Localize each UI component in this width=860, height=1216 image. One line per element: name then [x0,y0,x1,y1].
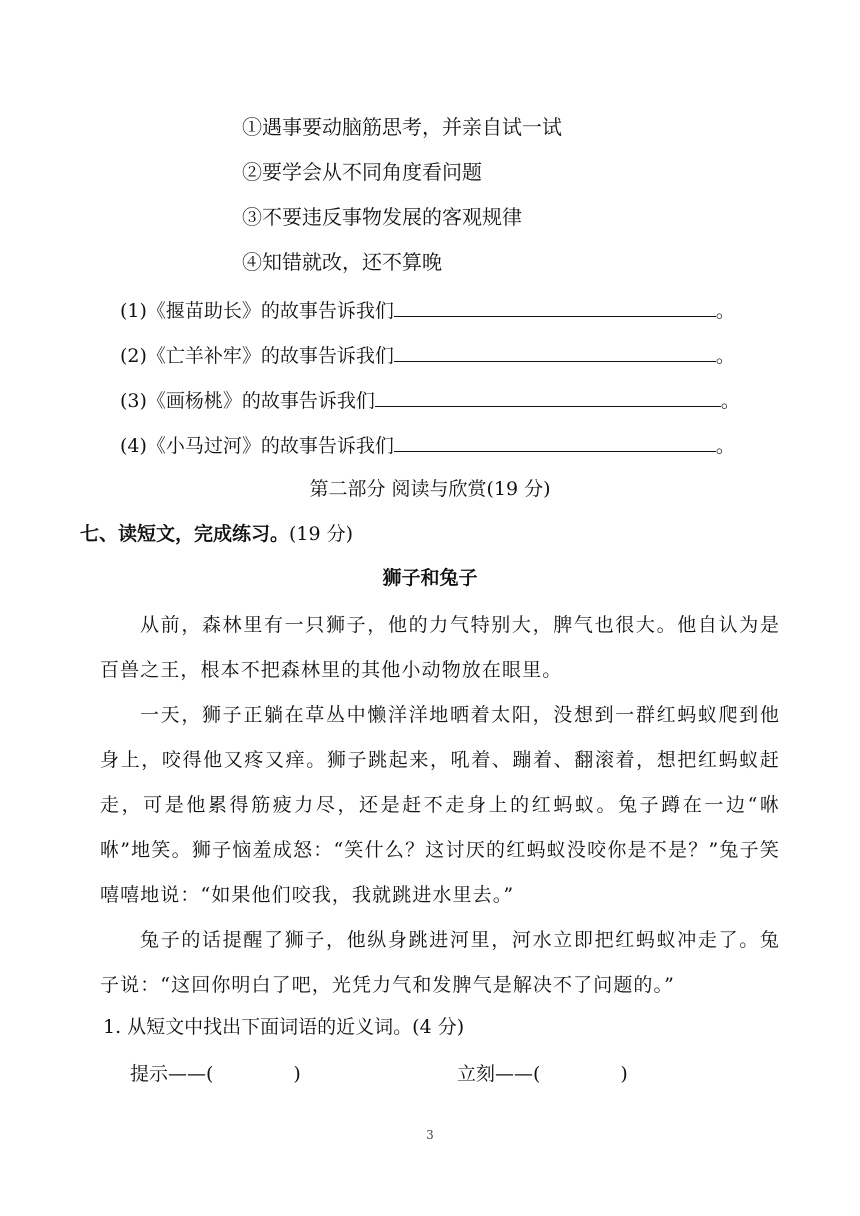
synonym-item-2 [457,1063,628,1086]
exercise-question: 1. 从短文中找出下面词语的近义词。(4 分) [103,1016,465,1038]
synonym-word: 立刻——( [457,1063,541,1085]
question-3 [120,388,740,413]
question-text: (2)《亡羊补牢》的故事告诉我们 [120,345,394,367]
page-number: 3 [426,1128,434,1142]
option-3: ③不要违反事物发展的客观规律 [242,205,522,229]
option-2: ②要学会从不同角度看问题 [242,160,482,184]
synonym-item-1 [130,1063,301,1086]
section-title: 七、读短文，完成练习。 [80,523,290,545]
synonym-word: 提示——( [130,1063,214,1085]
answer-blank[interactable] [394,343,716,362]
answer-blank[interactable] [394,433,716,452]
story-title: 狮子和兔子 [382,567,478,589]
answer-blank[interactable] [394,298,716,317]
story-paragraph-2: 一天，狮子正躺在草丛中懒洋洋地晒着太阳，没想到一群红蚂蚁爬到他身上，咬得他又疼又痒。狮子跳起来，吼着、蹦着、翻滚着，想把红蚂蚁赶走，可是他累得筋疲力尽，还是赶不走身上的红蚂蚁。兔子蹲在一边“咻咻”地笑。狮子恼羞成怒：“笑什么？这讨厌的红蚂蚁没咬你是不是？”兔子笑嘻嘻地说：“如果他们咬我，我就跳进水里去。” [100,704,780,906]
period: 。 [715,435,735,457]
close-paren: ) [620,1063,628,1085]
section-points: (19 分) [289,523,354,545]
period: 。 [720,390,740,412]
close-paren: ) [293,1063,301,1085]
answer-blank[interactable] [375,388,721,407]
option-4: ④知错就改，还不算晚 [242,250,442,274]
story-paragraph-1: 从前，森林里有一只狮子，他的力气特别大，脾气也很大。他自认为是百兽之王，根本不把森林里的其他小动物放在眼里。 [100,614,780,681]
question-1 [120,298,735,323]
question-2 [120,343,735,368]
option-1: ①遇事要动脑筋思考，并亲自试一试 [242,115,562,139]
question-4 [120,433,735,458]
period: 。 [715,345,735,367]
question-text: (1)《揠苗助长》的故事告诉我们 [120,300,394,322]
question-text: (3)《画杨桃》的故事告诉我们 [120,390,375,412]
story-paragraph-3: 兔子的话提醒了狮子，他纵身跳进河里，河水立即把红蚂蚁冲走了。兔子说：“这回你明白了吧，光凭力气和发脾气是解决不了问题的。” [100,929,780,996]
question-text: (4)《小马过河》的故事告诉我们 [120,435,394,457]
section-heading [80,523,353,546]
period: 。 [715,300,735,322]
part-title: 第二部分 阅读与欣赏(19 分) [309,478,551,500]
